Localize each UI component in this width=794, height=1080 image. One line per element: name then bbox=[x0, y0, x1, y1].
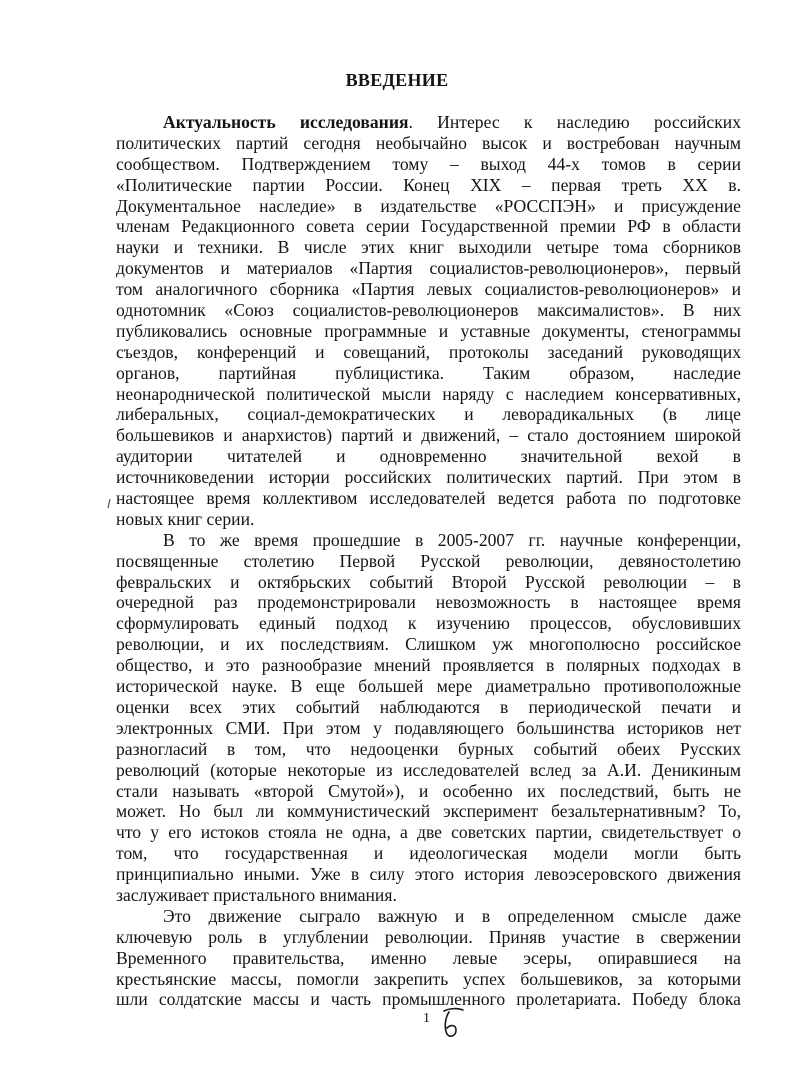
paragraph-line: Временного правительства, именно левые эсеры, опиравшиеся на bbox=[116, 947, 741, 968]
paragraph-line: заслуживает пристального внимания. bbox=[116, 884, 397, 905]
paragraph-line: разногласий в том, что недооценки бурных событий обеих Русских bbox=[116, 738, 741, 759]
paragraph-line: членам Редакционного совета серии Государственной премии РФ в области bbox=[116, 216, 741, 237]
paragraph-line: аудитории читателей и одновременно значительной вехой в bbox=[116, 446, 741, 467]
paragraph-line: том, что государственная и идеологическая модели могли быть bbox=[116, 843, 741, 864]
paragraph-line: В то же время прошедшие в 2005-2007 гг. научные конференции, bbox=[163, 529, 741, 550]
paragraph-line: февральских и октябрьских событий Второй Русской революции – в bbox=[116, 571, 741, 592]
paragraph-line: либеральных, социал-демократических и леворадикальных (в лице bbox=[116, 404, 741, 425]
paragraph-line: электронных СМИ. При этом у подавляющего большинства историков нет bbox=[116, 717, 741, 738]
paragraph-1-line-1-text: . Интерес к наследию российских bbox=[408, 112, 741, 132]
paragraph-line: органов, партийная публицистика. Таким образом, наследие bbox=[116, 362, 741, 383]
paragraph-line: новых книг серии. bbox=[116, 508, 255, 529]
handwritten-page-mark-icon bbox=[438, 1006, 468, 1040]
paragraph-line: источниковедении истории российских политических партий. При этом в bbox=[116, 467, 741, 488]
page-number: 1 bbox=[423, 1011, 430, 1026]
paragraph-line: сообществом. Подтверждением тому – выход 44-х томов в серии bbox=[116, 153, 741, 174]
paragraph-line: ключевую роль в углублении революции. Приняв участие в свержении bbox=[116, 926, 741, 947]
paragraph-line: неонароднической политической мысли наряду с наследием консервативных, bbox=[116, 383, 741, 404]
paragraph-line: науки и техники. В числе этих книг выходили четыре тома сборников bbox=[116, 237, 741, 258]
paragraph-line: что у его истоков стояла не одна, а две советских партии, свидетельствует о bbox=[116, 822, 741, 843]
paragraph-line: однотомник «Союз социалистов-революционеров максималистов». В них bbox=[116, 300, 741, 321]
paragraph-line: шли солдатские массы и часть промышленного пролетариата. Победу блока bbox=[116, 989, 741, 1010]
paragraph-line: очередной раз продемонстрировали невозможность в настоящее время bbox=[116, 592, 741, 613]
paragraph-line: революции, и их последствиям. Слишком уж многополюсно российское bbox=[116, 634, 741, 655]
paragraph-line: большевиков и анархистов) партий и движений, – стало достоянием широкой bbox=[116, 425, 741, 446]
page-title: ВВЕДЕНИЕ bbox=[345, 70, 449, 90]
paragraph-line: революций (которые некоторые из исследователей вслед за А.И. Деникиным bbox=[116, 759, 741, 780]
paragraph-line: том аналогичного сборника «Партия левых социалистов-революционеров» и bbox=[116, 279, 741, 300]
paragraph-line: Это движение сыграло важную и в определенном смысле даже bbox=[163, 905, 741, 926]
paragraph-line: может. Но был ли коммунистический эксперимент безальтернативным? То, bbox=[116, 801, 741, 822]
paragraph-line: посвященные столетию Первой Русской революции, девяностолетию bbox=[116, 550, 741, 571]
body-text bbox=[116, 112, 741, 1010]
paragraph-line: стали называть «второй Смутой»), и особенно их последствий, быть не bbox=[116, 780, 741, 801]
paragraph-line: принципиально иными. Уже в силу этого история левоэсеровского движения bbox=[116, 864, 741, 885]
paragraph-line: публиковались основные программные и уставные документы, стенограммы bbox=[116, 320, 741, 341]
paragraph-line: исторической науке. В еще большей мере диаметрально противоположные bbox=[116, 676, 741, 697]
paragraph-line: крестьянские массы, помогли закрепить успех большевиков, за которыми bbox=[116, 968, 741, 989]
paragraph-line: документов и материалов «Партия социалистов-революционеров», первый bbox=[116, 258, 741, 279]
paragraph-line: общество, и это разнообразие мнений проявляется в полярных подходах в bbox=[116, 655, 741, 676]
lead-label: Актуальность исследования bbox=[163, 112, 409, 132]
paragraph-line: оценки всех этих событий наблюдаются в периодической печати и bbox=[116, 696, 741, 717]
paragraph-line: политических партий сегодня необычайно высок и востребован научным bbox=[116, 132, 741, 153]
paragraph-line: Документальное наследие» в издательстве «РОССПЭН» и присуждение bbox=[116, 195, 741, 216]
paragraph-1-line-1 bbox=[116, 112, 741, 133]
paragraph-line: «Политические партии России. Конец XIX – первая треть XX в. bbox=[116, 174, 741, 195]
paragraph-line: сформулировать единый подход к изучению процессов, обусловивших bbox=[116, 613, 741, 634]
paragraph-line: настоящее время коллективом исследователей ведется работа по подготовке bbox=[116, 488, 741, 509]
paragraph-line: съездов, конференций и совещаний, протоколы заседаний руководящих bbox=[116, 341, 741, 362]
